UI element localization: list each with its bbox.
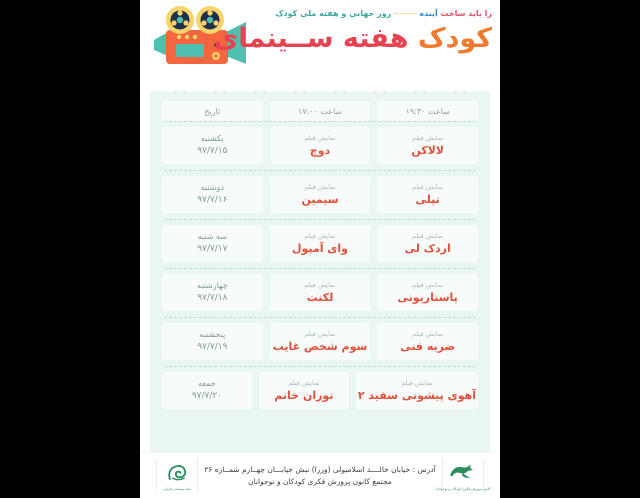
cinema-foundation-logo: [156, 458, 198, 494]
kanoon-logo-caption: کانون پرورش فکری کودکان و نوجوانان: [435, 486, 491, 491]
film-title: وای آمپول: [291, 241, 348, 255]
film-title: پاستاریونی: [397, 290, 458, 304]
film-title: ضربه فنی: [400, 339, 456, 353]
cell-film-slot2: [356, 372, 478, 409]
date-value: ۹۷/۷/۱۷: [197, 243, 228, 254]
address-line-2: مجتمع کانون پرورش فکری کودکان و نوجوانان: [248, 476, 392, 486]
poster-header: [140, 0, 500, 88]
cell-film-slot2: [377, 176, 478, 213]
cell-date: [162, 323, 263, 360]
page-title-accent: کودک: [417, 23, 492, 54]
screening-label: نمایش فیلم: [304, 231, 336, 240]
table-row: [162, 366, 478, 415]
cell-film-slot2: [377, 323, 478, 360]
film-title: سیمین: [301, 192, 339, 206]
schedule-rows: [158, 121, 482, 415]
cell-film-slot2: [377, 127, 478, 164]
cell-date: [162, 372, 252, 409]
date-value: ۹۷/۷/۱۵: [197, 145, 228, 156]
film-title: اردک لی: [404, 241, 451, 255]
cell-film-slot1: [270, 274, 371, 311]
cell-film-slot1: [259, 372, 349, 409]
screening-label: نمایش فیلم: [304, 133, 336, 142]
date-value: ۹۷/۷/۱۹: [197, 341, 228, 352]
date-value: ۹۷/۷/۱۶: [197, 194, 228, 205]
schedule-panel: [150, 92, 490, 490]
weekday-label: چهارشنبه: [196, 280, 228, 290]
screening-label: نمایش فیلم: [412, 280, 444, 289]
weekday-label: دوشنبه: [200, 182, 224, 192]
film-title: لالاکن: [411, 143, 444, 157]
tagline-part-a: روز جهانی و هفته ملی کودک: [275, 9, 392, 18]
cell-date: [162, 225, 263, 262]
kanoon-logo: [435, 458, 491, 494]
table-row: [162, 219, 478, 268]
column-header-slot2: ساعت ۱۹:۳۰: [377, 101, 478, 121]
weekday-label: جمعه: [198, 378, 216, 388]
header-text-block: [213, 8, 492, 56]
column-header-date: تاریخ: [162, 101, 263, 121]
screening-label: نمایش فیلم: [304, 280, 336, 289]
cell-film-slot1: [270, 323, 371, 360]
weekday-label: سه شنبه: [197, 231, 227, 241]
table-row: [162, 268, 478, 317]
screening-label: نمایش فیلم: [401, 378, 433, 387]
screening-label: نمایش فیلم: [304, 329, 336, 338]
film-title: توران خانم: [274, 388, 334, 402]
screening-label: نمایش فیلم: [412, 133, 444, 142]
poster-footer: [140, 452, 500, 498]
column-header-slot1: ساعت ۱۷:۰۰: [270, 101, 371, 121]
table-row: [162, 317, 478, 366]
poster-canvas: [140, 0, 500, 498]
cell-date: [162, 127, 263, 164]
date-value: ۹۷/۷/۲۰: [191, 390, 223, 401]
cell-date: [162, 176, 263, 213]
screening-label: نمایش فیلم: [288, 378, 320, 387]
poster-tagline: [234, 8, 492, 20]
screening-label: نمایش فیلم: [304, 182, 336, 191]
film-title: تپلی: [415, 192, 440, 206]
cell-film-slot2: [377, 225, 478, 262]
tagline-part-c: را باید ساخت: [440, 9, 492, 18]
page-title-main: هفته ســینمای: [213, 23, 409, 54]
cinema-foundation-logo-caption: بنیاد سینمایی فارابی: [162, 486, 192, 491]
weekday-label: پنجشنبه: [199, 329, 226, 339]
cell-film-slot1: [270, 225, 371, 262]
schedule-header-row: [158, 98, 482, 121]
film-title: لکنت: [306, 290, 334, 304]
cell-film-slot1: [270, 127, 371, 164]
cell-date: [162, 274, 263, 311]
cell-film-slot2: [377, 274, 478, 311]
weekday-label: یکشنبه: [200, 133, 224, 143]
date-value: ۹۷/۷/۱۸: [197, 292, 228, 303]
film-title: دوچ: [309, 143, 331, 157]
address-line-1: آدرس : خیابان خالــــد اسلامبولی (وزرا) نبش خیابـــان چهــارم شمــاره ۲۶: [204, 464, 436, 474]
table-row: [162, 170, 478, 219]
film-title: سوم شخص غایب: [272, 339, 368, 353]
tagline-part-b: آینده: [419, 9, 438, 18]
address-block: [198, 464, 442, 488]
cell-film-slot1: [270, 176, 371, 213]
table-row: [162, 121, 478, 170]
screening-label: نمایش فیلم: [412, 231, 444, 240]
screening-label: نمایش فیلم: [412, 329, 444, 338]
tagline-dashes: --------: [393, 9, 417, 18]
page-title: [213, 22, 492, 56]
screening-label: نمایش فیلم: [412, 182, 444, 191]
film-title: آهوی پیشونی سفید ۲: [357, 388, 476, 402]
